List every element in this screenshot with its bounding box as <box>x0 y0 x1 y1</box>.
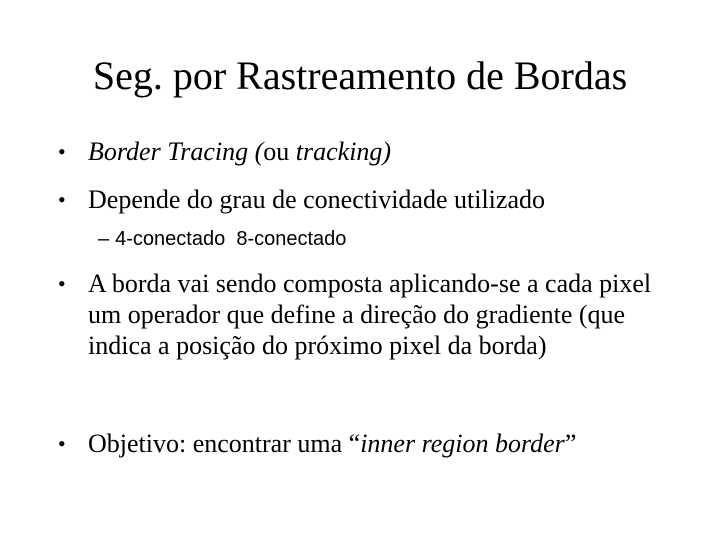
bullet-text <box>88 136 688 167</box>
bullet-dot: • <box>58 187 66 212</box>
bullet-text: Depende do grau de conectividade utilizado <box>88 185 545 214</box>
bullet-text-plain-1: Objetivo: encontrar uma “ <box>88 429 361 458</box>
sub-bullet-text: 4-conectado 8-conectado <box>115 228 347 250</box>
bullet-dot: • <box>58 431 66 456</box>
bullet-text-italic-1: Border Tracing ( <box>88 137 264 166</box>
bullet-text <box>88 428 648 459</box>
bullet-text-italic: inner region border <box>360 429 565 458</box>
bullet-text-plain: ou <box>263 137 296 166</box>
sub-bullet-dash: – <box>98 228 110 250</box>
bullet-text: A borda vai sendo composta aplicando-se a cada pixel um operador que define a direção do gradiente (que indica a posição do próximo pixel da borda) <box>88 269 652 360</box>
bullet-text-italic-2: tracking) <box>295 137 392 166</box>
bullet-dot: • <box>58 139 66 164</box>
bullet-dot: • <box>58 271 66 296</box>
slide-title: Seg. por Rastreamento de Bordas <box>92 53 628 98</box>
sub-bullet-connectivity-types <box>98 226 346 252</box>
bullet-text-plain-2: ” <box>564 429 577 458</box>
